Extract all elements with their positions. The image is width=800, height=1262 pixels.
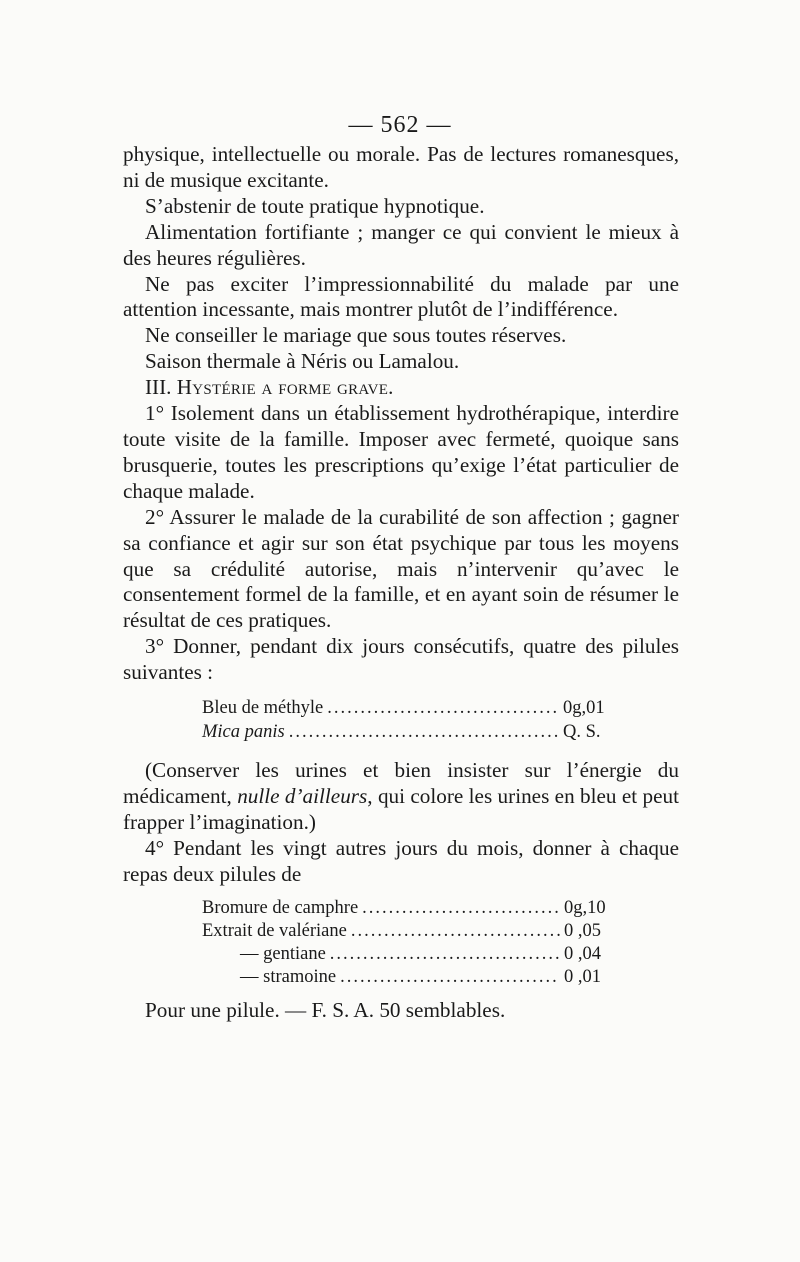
paragraph: Alimentation fortifiante ; manger ce qui convient le mieux à des heures régulières. [123,219,679,270]
prescription-table [123,896,616,988]
ingredient-quantity: 0g,10 [564,897,606,918]
page-number: — 562 — [348,112,452,138]
ingredient-name: Mica panis [202,722,285,743]
prescription-table [123,696,615,744]
prescription-row [202,919,616,942]
dot-leader [327,696,559,722]
paragraph: S’abstenir de toute pratique hypnotique. [145,193,485,218]
dot-leader [289,720,559,746]
paragraph: 1° Isolement dans un établissement hydrothérapique, interdire toute visite de la famille. Imposer avec fermeté, quoique sans brusquerie, toutes les prescriptions qu’exige l’état particulier de chaque malade. [123,401,679,503]
ingredient-quantity: 0g,01 [563,698,605,719]
ingredient-quantity: Q. S. [563,722,601,743]
prescription-row [202,720,615,744]
prescription-row [202,965,616,988]
ingredient-quantity: 0 ,01 [564,966,601,987]
text-run: , qui colore les urines en bleu et peut frapper l’imagination.) [123,783,679,834]
prescription-row [202,896,616,919]
page-body [123,142,679,1023]
paragraph: Pour une pilule. — F. S. A. 50 semblables. [145,997,506,1022]
ingredient-name: Bleu de méthyle [202,698,324,719]
paragraph: 2° Assurer le malade de la curabilité de son affection ; gagner sa confiance et agir sur son état psychique par tous les moyens que sa crédulité autorise, mais n’intervenir qu’avec le consentement formel de la famille, et en ayant soin de résumer le résultat de ces pratiques. [123,504,679,633]
paragraph: Ne pas exciter l’impressionnabilité du malade par une attention incessante, mais montrer plutôt de l’indifférence. [123,271,679,322]
paragraph: Saison thermale à Néris ou Lamalou. [145,349,460,374]
section-heading [123,375,679,401]
section-number: III. [145,375,172,400]
text-run: (Conserver les urines et bien insister sur l’énergie du médicament, [123,758,679,808]
italic-text: nulle d’ailleurs [237,783,368,808]
ingredient-name: — stramoine [240,966,337,987]
paragraph: physique, intellectuelle ou morale. Pas de lectures romanesques, ni de musique excitante. [123,142,679,192]
paragraph: 3° Donner, pendant dix jours consécutifs, quatre des pilules suivantes : [123,634,679,685]
paragraph: 4° Pendant les vingt autres jours du mois, donner à chaque repas deux pilules de [123,835,679,886]
section-title: Hystérie a forme grave. [176,375,394,400]
prescription-row [202,696,615,720]
paragraph [123,758,679,836]
paragraph: Ne conseiller le mariage que sous toutes réserves. [145,323,567,348]
ingredient-name: Bromure de camphre [202,897,359,918]
prescription-row [202,942,616,965]
ingredient-quantity: 0 ,05 [564,920,601,941]
dot-leader [340,965,560,991]
ingredient-name: Extrait de valériane [202,920,347,941]
ingredient-quantity: 0 ,04 [564,943,601,964]
ingredient-name: — gentiane [240,943,326,964]
